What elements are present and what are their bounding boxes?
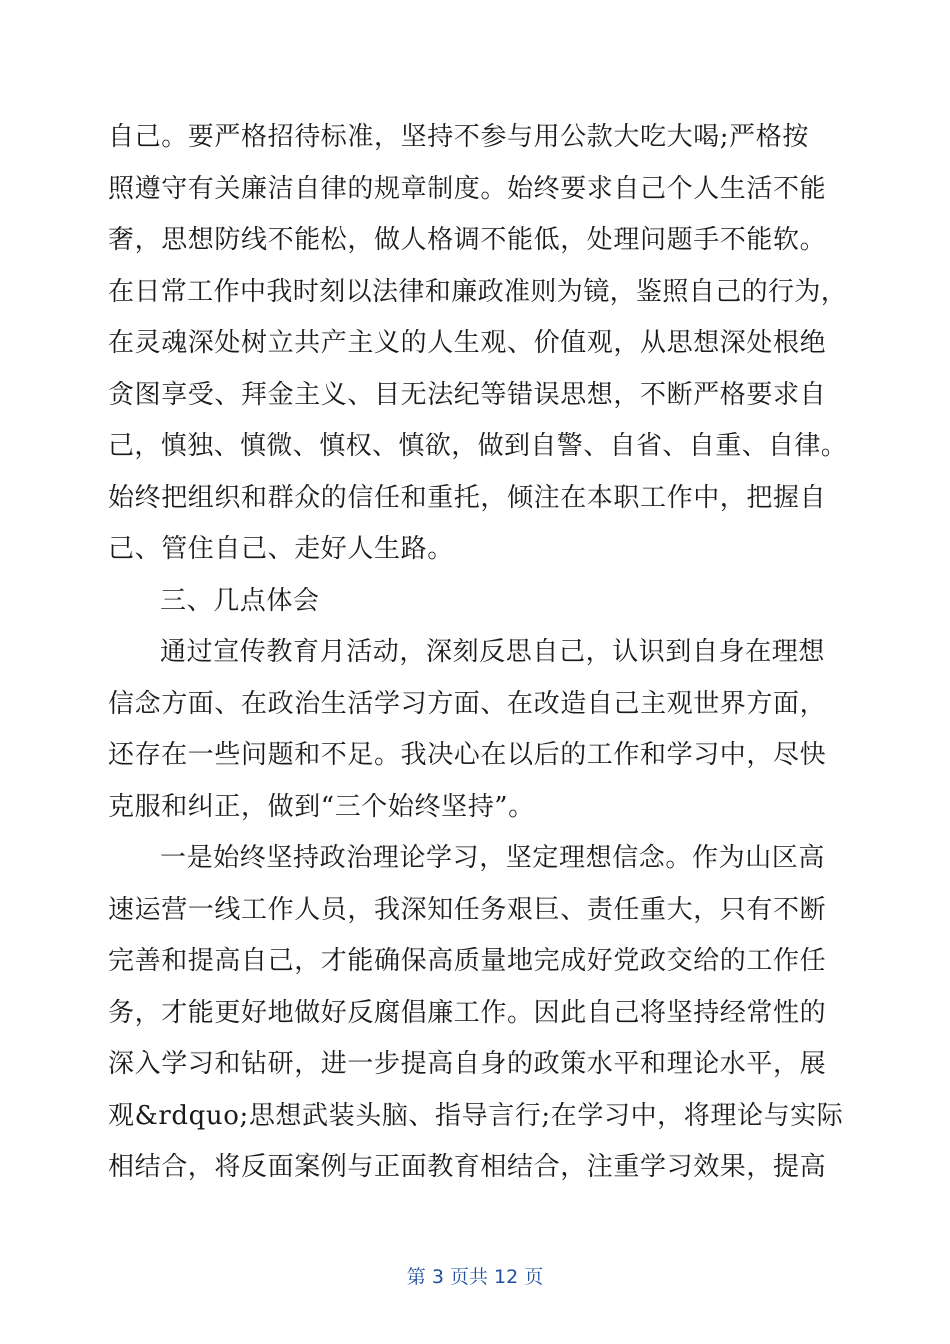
text-line: 深入学习和钻研，进一步提高自身的政策水平和理论水平，展	[108, 1049, 827, 1079]
text-line: 相结合，将反面案例与正面教育相结合，注重学习效果，提高	[108, 1152, 827, 1182]
document-body	[108, 112, 848, 1194]
text-line: 奢，思想防线不能松，做人格调不能低，处理问题手不能软。	[108, 225, 827, 255]
text-line: 克服和纠正，做到“三个始终坚持”。	[108, 791, 535, 822]
text-line: 一是始终坚持政治理论学习，坚定理想信念。作为山区高	[160, 843, 826, 873]
text-line: 观&rdquo;思想武装头脑、指导言行;在学习中，将理论与实际	[108, 1100, 844, 1131]
text-line: 完善和提高自己，才能确保高质量地完成好党政交给的工作任	[108, 946, 827, 976]
text-line: 自己。要严格招待标准，坚持不参与用公款大吃大喝;严格按	[108, 122, 809, 152]
text-line: 务，才能更好地做好反腐倡廉工作。因此自己将坚持经常性的	[108, 997, 827, 1028]
text-line: 己，慎独、慎微、慎权、慎欲，做到自警、自省、自重、自律。	[108, 431, 848, 461]
page-footer: 第 3 页共 12 页	[406, 1266, 544, 1288]
text-line: 三、几点体会	[160, 585, 320, 616]
text-line: 在灵魂深处树立共产主义的人生观、价值观，从思想深处根绝	[108, 328, 827, 358]
text-line: 通过宣传教育月活动，深刻反思自己，认识到自身在理想	[160, 637, 826, 667]
text-line: 己、管住自己、走好人生路。	[108, 534, 454, 564]
text-line: 在日常工作中我时刻以法律和廉政准则为镜，鉴照自己的行为，	[108, 276, 848, 307]
text-line: 还存在一些问题和不足。我决心在以后的工作和学习中，尽快	[108, 740, 827, 770]
text-line: 始终把组织和群众的信任和重托，倾注在本职工作中，把握自	[108, 482, 827, 513]
text-line: 速运营一线工作人员，我深知任务艰巨、责任重大，只有不断	[108, 894, 827, 925]
text-line: 信念方面、在政治生活学习方面、在改造自己主观世界方面，	[108, 688, 827, 719]
text-line: 照遵守有关廉洁自律的规章制度。始终要求自己个人生活不能	[108, 173, 827, 204]
text-line: 贪图享受、拜金主义、目无法纪等错误思想，不断严格要求自	[108, 379, 827, 410]
